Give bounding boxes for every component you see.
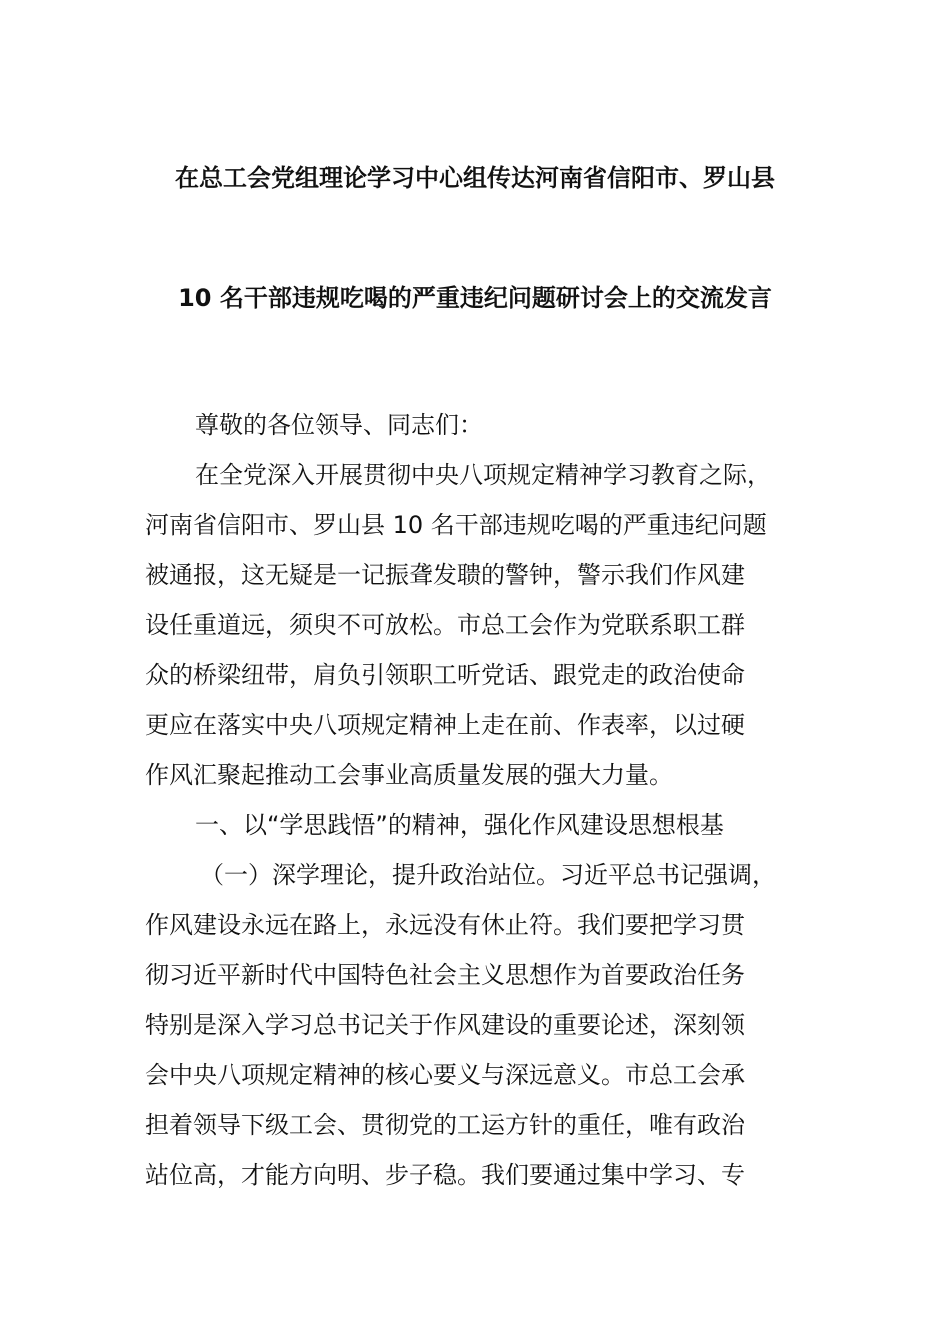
body-line: 被通报，这无疑是一记振聋发聩的警钟，警示我们作风建 [145,561,745,589]
body-line: 作风建设永远在路上，永远没有休止符。我们要把学习贯 [145,911,745,939]
body-line: 彻习近平新时代中国特色社会主义思想作为首要政治任务 [145,961,745,989]
body-line: 担着领导下级工会、贯彻党的工运方针的重任，唯有政治 [145,1111,745,1139]
body-line: 作风汇聚起推动工会事业高质量发展的强大力量。 [145,761,673,789]
body-line: 更应在落实中央八项规定精神上走在前、作表率，以过硬 [145,711,745,739]
body-line: 设任重道远，须臾不可放松。市总工会作为党联系职工群 [145,611,745,639]
salutation: 尊敬的各位领导、同志们： [195,411,483,439]
title-line-2: 10 名干部违规吃喝的严重违纪问题研讨会上的交流发言 [178,284,772,312]
section-heading: 一、以“学思践悟”的精神，强化作风建设思想根基 [195,811,724,839]
body-line: 特别是深入学习总书记关于作风建设的重要论述，深刻领 [145,1011,745,1039]
title-line-1: 在总工会党组理论学习中心组传达河南省信阳市、罗山县 [175,164,775,192]
body-line: 河南省信阳市、罗山县 10 名干部违规吃喝的严重违纪问题 [145,511,767,539]
body-line: 站位高，才能方向明、步子稳。我们要通过集中学习、专 [145,1161,745,1189]
body-line: 众的桥梁纽带，肩负引领职工听党话、跟党走的政治使命 [145,661,745,689]
document-body [145,405,845,1205]
body-line: 会中央八项规定精神的核心要义与深远意义。市总工会承 [145,1061,745,1089]
body-line: 在全党深入开展贯彻中央八项规定精神学习教育之际， [195,461,771,489]
subsection-line: （一）深学理论，提升政治站位。习近平总书记强调， [200,861,776,889]
